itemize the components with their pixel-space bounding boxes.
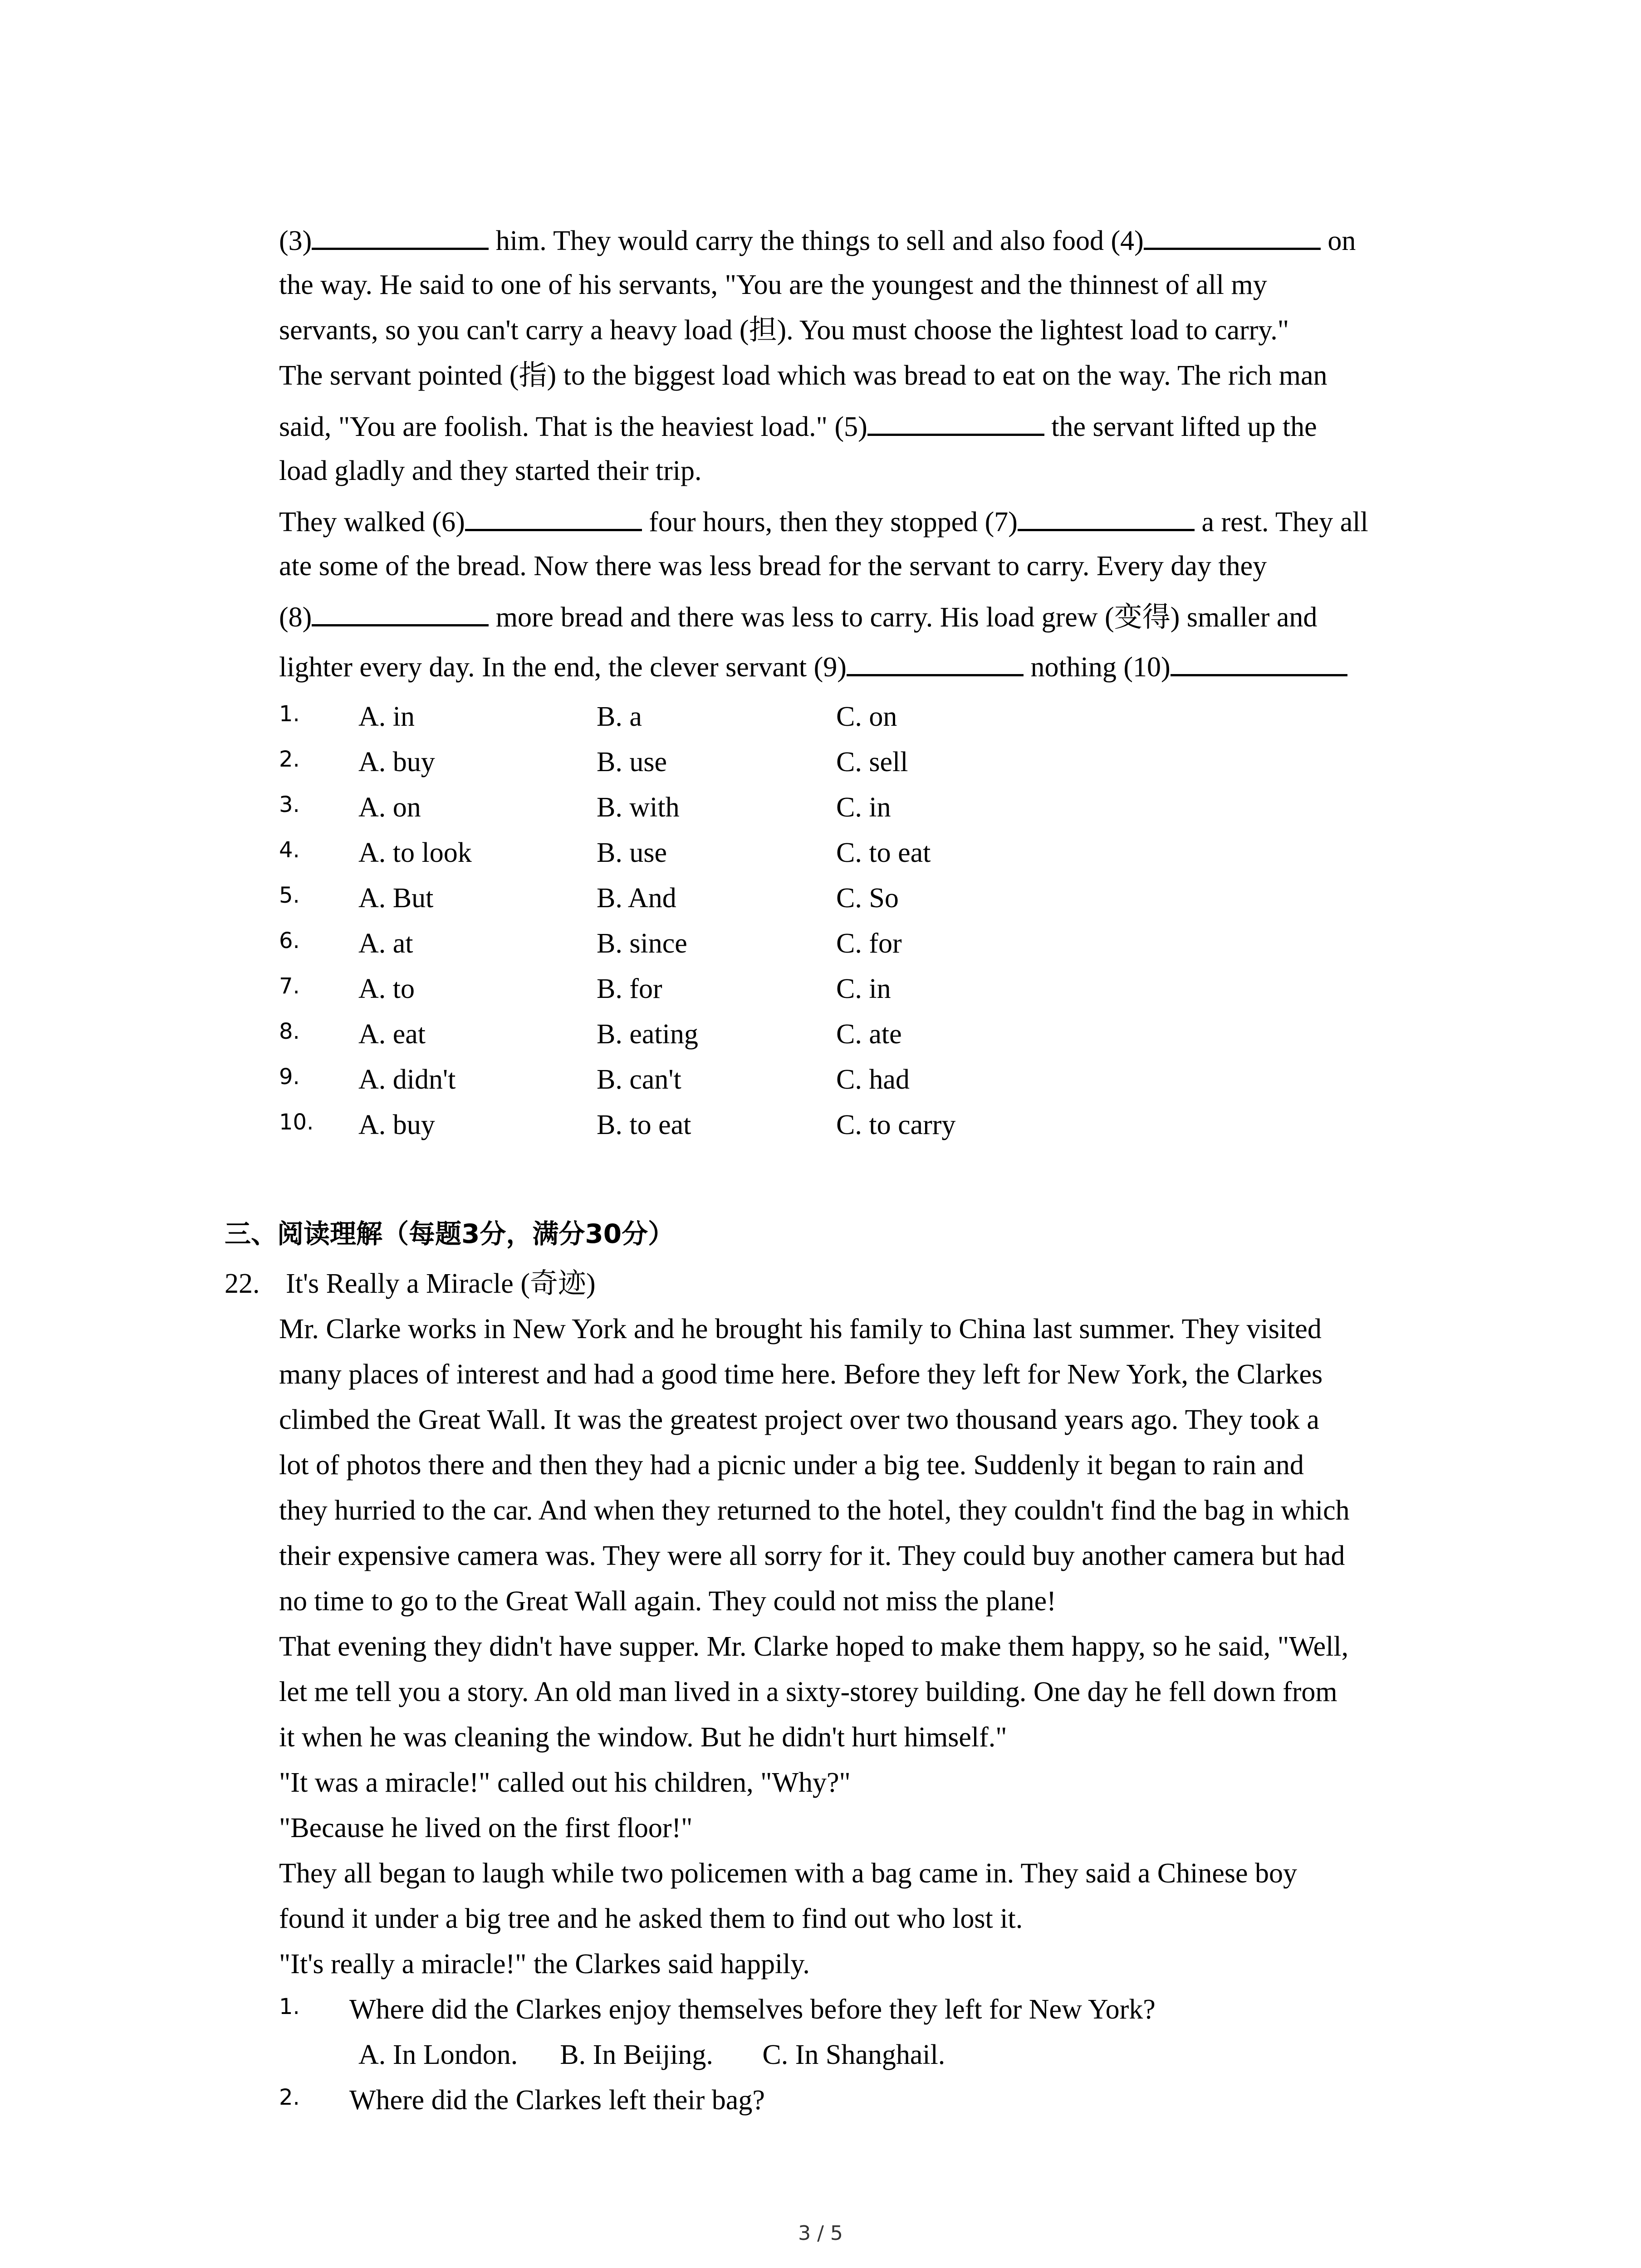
option-a: A. buy [358, 1110, 435, 1140]
reading-line: their expensive camera was. They were all sorry for it. They could buy another camera but had [279, 1540, 1345, 1571]
option-a: A. in [358, 701, 415, 732]
page-number: 3 / 5 [798, 2222, 843, 2245]
option-number: 5. [279, 883, 300, 908]
option-a: A. at [358, 928, 413, 959]
option-c: C. ate [836, 1019, 902, 1050]
passage-line-5 [279, 407, 1317, 445]
option-number: 2. [279, 747, 300, 772]
option-b: B. use [597, 837, 667, 868]
reading-line: lot of photos there and then they had a picnic under a big tee. Suddenly it began to rain and [279, 1450, 1304, 1481]
text-segment: on [1320, 225, 1356, 256]
option-number: 6. [279, 928, 300, 953]
option-c: C. had [836, 1064, 910, 1095]
option-c: C. on [836, 701, 897, 732]
blank-10 [1171, 648, 1347, 676]
blank-6 [465, 503, 642, 531]
option-row [279, 925, 1277, 962]
option-row [279, 835, 1277, 871]
reading-line: they hurried to the car. And when they returned to the hotel, they couldn't find the bag in which [279, 1495, 1350, 1526]
reading-line: no time to go to the Great Wall again. They could not miss the plane! [279, 1586, 1056, 1617]
section-title: 三、阅读理解（每题3分，满分30分） [225, 1218, 675, 1249]
sub-question-number: 1. [279, 1994, 300, 2019]
text-segment: (3) [279, 225, 312, 256]
option-row [279, 971, 1277, 1007]
passage-line-1 [279, 221, 1356, 259]
passage-line-8: ate some of the bread. Now there was less bread for the servant to carry. Every day they [279, 551, 1267, 582]
text-segment: a rest. They all [1194, 507, 1368, 538]
option-a: A. eat [358, 1019, 426, 1050]
option-b: B. eating [597, 1019, 698, 1050]
option-row [279, 744, 1277, 780]
option-a: A. to look [358, 837, 472, 868]
option-number: 1. [279, 701, 300, 727]
text-segment: more bread and there was less to carry. His load grew (变得) smaller and [489, 602, 1318, 633]
sub-question [279, 1991, 1413, 2028]
option-a: A. on [358, 792, 421, 823]
passage-line-3: servants, so you can't carry a heavy load (担). You must choose the lightest load to carry." [279, 315, 1289, 346]
reading-line: let me tell you a story. An old man lived in a sixty-storey building. One day he fell down from [279, 1677, 1337, 1707]
option-row [279, 1016, 1277, 1052]
text-segment: (8) [279, 602, 312, 633]
option-row [279, 1061, 1277, 1098]
option-b: B. And [597, 883, 676, 914]
option-b: B. since [597, 928, 687, 959]
option-number: 7. [279, 973, 300, 999]
text-segment: four hours, then they stopped (7) [642, 507, 1018, 538]
option-c: C. for [836, 928, 902, 959]
text-segment: They walked (6) [279, 507, 465, 538]
blank-7 [1018, 503, 1195, 531]
option-a: A. buy [358, 747, 435, 777]
passage-line-9 [279, 598, 1317, 635]
option-b: B. for [597, 973, 662, 1004]
sub-question-text: Where did the Clarkes left their bag? [349, 2085, 765, 2116]
blank-3 [312, 221, 489, 250]
option-row [279, 1107, 1277, 1143]
reading-line: Mr. Clarke works in New York and he brought his family to China last summer. They visited [279, 1314, 1322, 1344]
text-segment: said, "You are foolish. That is the heaviest load." (5) [279, 411, 867, 442]
option-a: A. to [358, 973, 415, 1004]
option-number: 9. [279, 1064, 300, 1090]
option-row [279, 699, 1277, 735]
option-a: A. But [358, 883, 434, 914]
blank-9 [847, 648, 1024, 676]
option-c: C. in [836, 973, 891, 1004]
option-c: C. So [836, 883, 899, 914]
sub-question-choices: A. In London. B. In Beijing. C. In Shanghail. [358, 2039, 945, 2070]
text-segment: the servant lifted up the [1044, 411, 1317, 442]
sub-question-number: 2. [279, 2085, 300, 2110]
reading-line: many places of interest and had a good time here. Before they left for New York, the Clarkes [279, 1359, 1323, 1390]
option-number: 10. [279, 1110, 314, 1135]
blank-5 [867, 407, 1044, 436]
blank-4 [1144, 221, 1321, 250]
passage-line-4: The servant pointed (指) to the biggest load which was bread to eat on the way. The rich man [279, 360, 1327, 391]
option-b: B. use [597, 747, 667, 777]
reading-line: That evening they didn't have supper. Mr. Clarke hoped to make them happy, so he said, "Well, [279, 1631, 1349, 1662]
text-segment: him. They would carry the things to sell and also food (4) [489, 225, 1144, 256]
option-row [279, 880, 1277, 916]
question-number: 22. [225, 1268, 260, 1299]
question-title: It's Really a Miracle (奇迹) [286, 1268, 596, 1299]
option-row [279, 789, 1277, 826]
option-c: C. to carry [836, 1110, 956, 1140]
reading-line: it when he was cleaning the window. But he didn't hurt himself." [279, 1722, 1007, 1753]
reading-line: "It's really a miracle!" the Clarkes said happily. [279, 1949, 810, 1980]
reading-line: climbed the Great Wall. It was the greatest project over two thousand years ago. They took a [279, 1404, 1319, 1435]
passage-line-2: the way. He said to one of his servants, "You are the youngest and the thinnest of all my [279, 269, 1267, 300]
option-number: 3. [279, 792, 300, 817]
blank-8 [312, 598, 489, 626]
option-number: 8. [279, 1019, 300, 1044]
sub-question-text: Where did the Clarkes enjoy themselves before they left for New York? [349, 1994, 1156, 2025]
option-c: C. sell [836, 747, 908, 777]
reading-line: found it under a big tree and he asked them to find out who lost it. [279, 1903, 1023, 1934]
text-segment: lighter every day. In the end, the clever servant (9) [279, 652, 847, 683]
option-b: B. with [597, 792, 680, 823]
reading-line: They all began to laugh while two policemen with a bag came in. They said a Chinese boy [279, 1858, 1298, 1889]
sub-question [279, 2082, 1413, 2118]
passage-line-10 [279, 648, 1347, 685]
text-segment: nothing (10) [1023, 652, 1171, 683]
option-b: B. a [597, 701, 642, 732]
option-a: A. didn't [358, 1064, 456, 1095]
reading-line: "It was a miracle!" called out his children, "Why?" [279, 1767, 851, 1798]
option-b: B. to eat [597, 1110, 691, 1140]
option-c: C. to eat [836, 837, 931, 868]
option-b: B. can't [597, 1064, 681, 1095]
option-number: 4. [279, 837, 300, 863]
passage-line-6: load gladly and they started their trip. [279, 455, 702, 486]
option-c: C. in [836, 792, 891, 823]
passage-line-7 [279, 503, 1368, 540]
reading-line: "Because he lived on the first floor!" [279, 1813, 693, 1843]
